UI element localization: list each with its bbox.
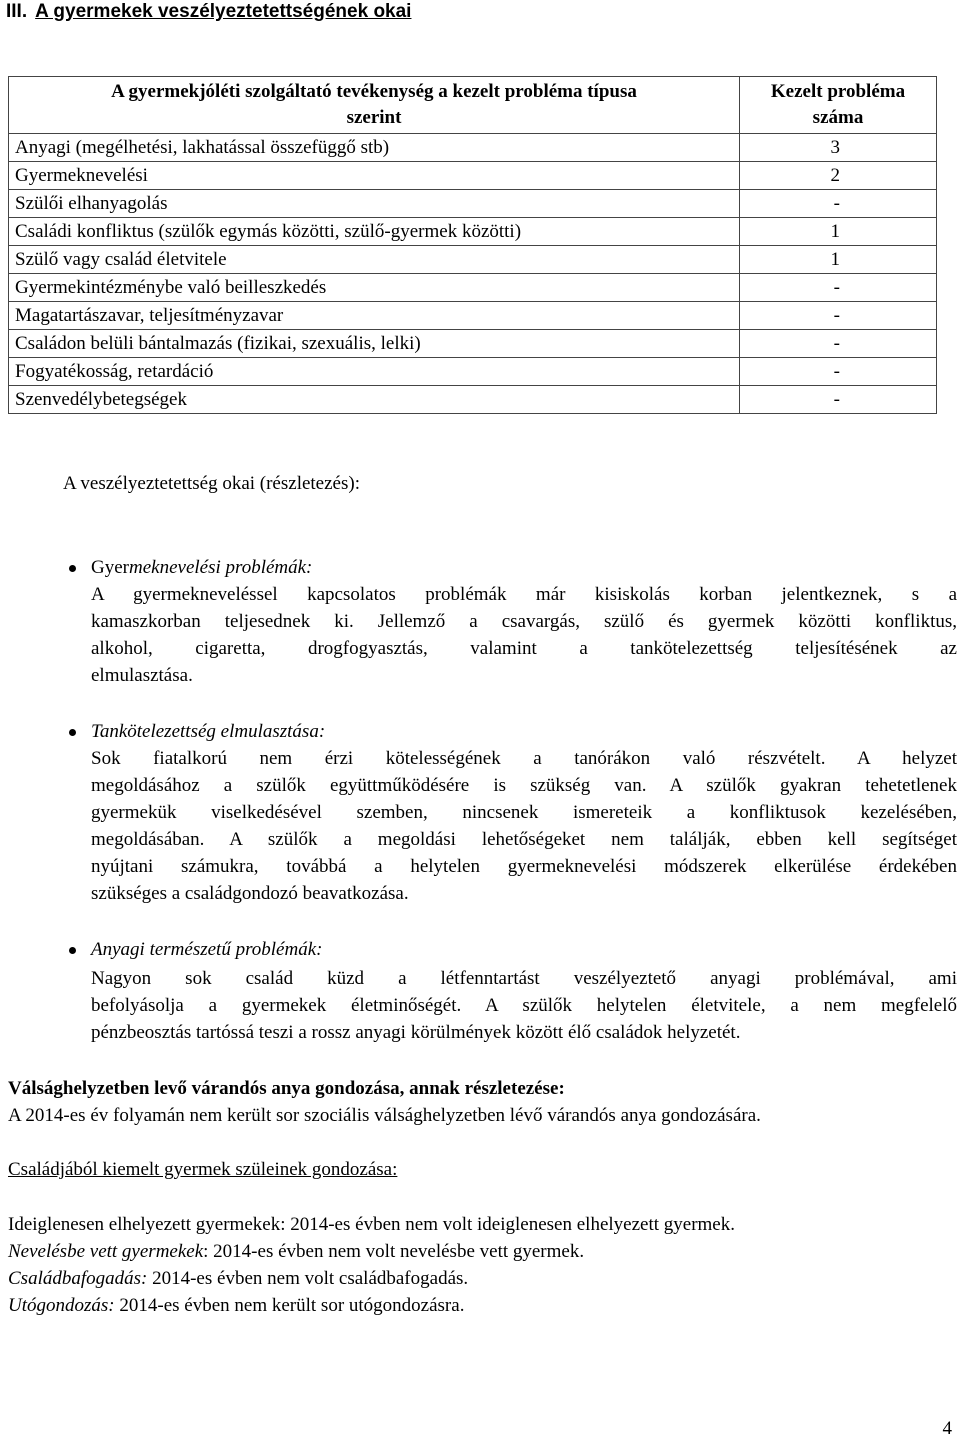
table-header-row	[9, 77, 937, 134]
section-number: III.	[6, 1, 28, 22]
section-title: A gyermekek veszélyeztetettségének okai	[35, 1, 412, 22]
table-row: Gyermekintézménybe való beilleszkedés -	[9, 274, 937, 302]
table-header-type: A gyermekjóléti szolgáltató tevékenység a kezelt probléma típusa szerint	[9, 77, 740, 134]
table-row: Szenvedélybetegségek -	[9, 386, 937, 414]
table-row: Szülő vagy család életvitele 1	[9, 246, 937, 274]
bullet-parenting-text: A gyermekneveléssel kapcsolatos problémák már kisiskolás korban jelentkeznek, s a kamaszkorban teljesednek ki. Jellemző a csavargás, szülő és gyermek közötti konfliktus, alkohol, cigaretta, drogfogyasztás, valamint a tankötelezettség teljesítésének az elmulasztása.	[91, 584, 957, 686]
section-heading	[6, 0, 411, 24]
bullet-financial-text: Nagyon sok család küzd a létfenntartást veszélyeztető anyagi problémával, ami befolyásolja a gyermekek életminőségét. A szülők helytelen életvitele, a nem megfelelő pénzbeosztás tartóssá teszi a rossz anyagi körülmények között élő családok helyzetét.	[91, 968, 957, 1043]
bullet-school-text: Sok fiatalkorú nem érzi kötelességének a tanórákon való részvételt. A helyzet megoldásához a szülők együttműködésére is szükség van. A szülők gyakran tehetetlenek gyermekük viselkedésével szemben, nincsenek ismereteik a konfliktusok kezelésében, megoldásában. A szülők a megoldási lehetőségeket nem találják, ebben kell segítséget nyújtani számukra, továbbá a helytelen gyermeknevelési módszerek elkerülése érdekében szükséges a családgondozó beavatkozása.	[91, 748, 957, 904]
table-row: Gyermeknevelési 2	[9, 162, 937, 190]
table-row: Fogyatékosság, retardáció -	[9, 358, 937, 386]
removed-item-temporary: Ideiglenesen elhelyezett gyermekek: 2014-es évben nem volt ideiglenesen elhelyezett gyermek.	[8, 1214, 735, 1235]
bullet-school-title: Tankötelezettség elmulasztása:	[91, 718, 325, 745]
removed-title: Családjából kiemelt gyermek szüleinek gondozása:	[8, 1159, 398, 1180]
removed-item-foster: Nevelésbe vett gyermekek: 2014-es évben nem volt nevelésbe vett gyermek.	[8, 1241, 585, 1262]
crisis-title: Válsághelyzetben levő várandós anya gondozása, annak részletezése:	[8, 1078, 565, 1099]
page-number: 4	[942, 1418, 952, 1439]
problem-type-table	[8, 76, 937, 414]
table-row: Szülői elhanyagolás -	[9, 190, 937, 218]
removed-item-aftercare: Utógondozás: 2014-es évben nem került sor utógondozásra.	[8, 1295, 465, 1316]
removed-item-family-care: Családbafogadás: 2014-es évben nem volt családbafogadás.	[8, 1268, 469, 1289]
table-row: Családon belüli bántalmazás (fizikai, szexuális, lelki) -	[9, 330, 937, 358]
table-header-count: Kezelt probléma száma	[740, 77, 937, 134]
bullet-icon	[69, 565, 76, 572]
bullet-icon	[69, 947, 76, 954]
causes-title: A veszélyeztetettség okai (részletezés):	[63, 473, 360, 494]
bullet-icon	[69, 729, 76, 736]
bullet-parenting-title: Gyermeknevelési problémák:	[91, 554, 312, 581]
table-row: Anyagi (megélhetési, lakhatással összefüggő stb) 3	[9, 134, 937, 162]
crisis-text: A 2014-es év folyamán nem került sor szociális válsághelyzetben lévő várandós anya gondozására.	[8, 1105, 761, 1126]
bullet-financial-title: Anyagi természetű problémák:	[91, 936, 322, 963]
table-row: Családi konfliktus (szülők egymás közötti, szülő-gyermek közötti) 1	[9, 218, 937, 246]
table-row: Magatartászavar, teljesítményzavar -	[9, 302, 937, 330]
